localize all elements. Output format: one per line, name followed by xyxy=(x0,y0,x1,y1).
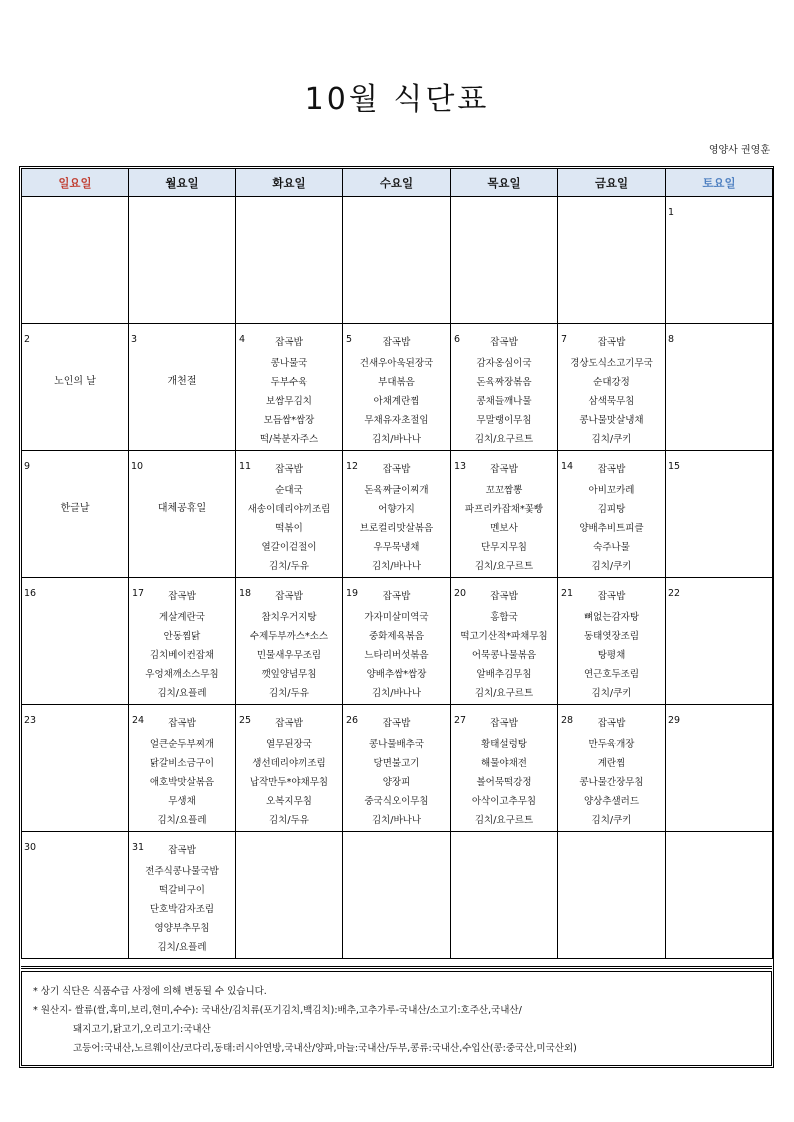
meal-items xyxy=(343,608,450,703)
day-cell xyxy=(343,578,451,705)
meal-item: 게살계란국 xyxy=(159,612,205,623)
meal-item: 김치/요구르트 xyxy=(474,434,534,445)
meal-item: 홍합국 xyxy=(490,612,518,623)
meal-items xyxy=(129,735,235,830)
day-number: 28 xyxy=(561,715,574,726)
meal-item: 두부수육 xyxy=(270,377,308,388)
meal-item: 중화제육볶음 xyxy=(368,631,425,642)
day-cell xyxy=(22,324,129,451)
meal-item: 우엉채깨소스무침 xyxy=(145,669,219,680)
meal-items xyxy=(451,735,557,830)
day-number: 9 xyxy=(24,461,31,472)
meal-rice: 잡곡밥 xyxy=(275,718,303,729)
week-row xyxy=(22,705,773,832)
day-number: 20 xyxy=(454,588,467,599)
weekday-header-wednesday: 수요일 xyxy=(343,169,451,197)
meal-item: 열무된장국 xyxy=(266,739,312,750)
day-number: 6 xyxy=(454,334,461,345)
meal-item: 떡볶이 xyxy=(275,523,303,534)
day-number: 7 xyxy=(561,334,568,345)
note-line-3: 돼지고기,닭고기,오리고기:국내산 xyxy=(73,1024,211,1035)
meal-rice: 잡곡밥 xyxy=(168,718,196,729)
week-row xyxy=(22,324,773,451)
meal-item: 뼈없는감자탕 xyxy=(583,612,640,623)
meal-item: 김치/두유 xyxy=(269,561,309,572)
day-number: 27 xyxy=(454,715,467,726)
week-row xyxy=(22,451,773,578)
day-number: 29 xyxy=(668,715,681,726)
meal-item: 동태엿장조림 xyxy=(583,631,640,642)
meal-item: 감자옹심이국 xyxy=(476,358,532,369)
week-row xyxy=(22,197,773,324)
note-line-1: * 상기 식단은 식품수급 사정에 의해 변동될 수 있습니다. xyxy=(33,986,267,997)
meal-item: 양배추쌈*쌈장 xyxy=(366,669,427,680)
meal-item: 알배추김무침 xyxy=(476,669,532,680)
day-cell xyxy=(236,451,343,578)
meal-item: 안동찜닭 xyxy=(163,631,201,642)
weekday-header-sunday: 일요일 xyxy=(22,169,129,197)
meal-item: 볼어묵떡강정 xyxy=(476,777,532,788)
meal-rice: 잡곡밥 xyxy=(275,464,303,475)
week-row xyxy=(22,578,773,705)
meal-item: 브로컬리맛살볶음 xyxy=(359,523,434,534)
meal-rice: 잡곡밥 xyxy=(597,337,626,348)
author-label: 영양사 권영훈 xyxy=(708,145,770,156)
meal-items xyxy=(558,608,665,703)
day-cell xyxy=(666,705,773,832)
day-number: 4 xyxy=(239,334,246,345)
meal-items xyxy=(558,481,665,576)
meal-item: 김치/쿠키 xyxy=(591,561,632,572)
meal-item: 김치/요플레 xyxy=(157,815,207,826)
meal-item: 계란찜 xyxy=(597,758,626,769)
meal-item: 김치/쿠키 xyxy=(591,688,632,699)
meal-items xyxy=(343,354,450,449)
day-cell xyxy=(343,197,451,324)
weekday-header-tuesday: 화요일 xyxy=(236,169,343,197)
meal-item: 꼬꼬짬뽕 xyxy=(485,485,523,496)
meal-items xyxy=(451,608,557,703)
meal-items xyxy=(236,735,342,830)
day-number: 5 xyxy=(346,334,353,345)
day-number: 3 xyxy=(131,334,138,345)
meal-item: 김치/요플레 xyxy=(157,688,207,699)
holiday-label: 노인의 날 xyxy=(54,376,96,387)
day-cell xyxy=(451,578,558,705)
meal-item: 우무묵냉채 xyxy=(373,542,420,553)
day-number: 11 xyxy=(239,461,252,472)
meal-item: 숙주나물 xyxy=(593,542,630,553)
meal-rice: 잡곡밥 xyxy=(168,845,196,856)
day-number: 19 xyxy=(346,588,359,599)
meal-item: 김치베이컨잡채 xyxy=(149,650,215,661)
meal-item: 멘보사 xyxy=(490,523,518,534)
meal-rice: 잡곡밥 xyxy=(275,591,303,602)
meal-item: 단무지무침 xyxy=(481,542,527,553)
meal-rice: 잡곡밥 xyxy=(382,337,411,348)
day-number: 2 xyxy=(24,334,31,345)
meal-rice: 잡곡밥 xyxy=(168,591,196,602)
meal-item: 참치우거지탕 xyxy=(261,612,317,623)
meal-item: 돈육짜글이찌개 xyxy=(364,485,429,496)
day-number: 16 xyxy=(24,588,37,599)
day-cell xyxy=(451,832,558,959)
meal-item: 당면불고기 xyxy=(373,758,420,769)
meal-item: 오복지무침 xyxy=(266,796,312,807)
day-cell xyxy=(236,705,343,832)
meal-item: 닭갈비소금구이 xyxy=(149,758,215,769)
meal-item: 콩나물간장무침 xyxy=(579,777,644,788)
day-cell xyxy=(22,451,129,578)
day-cell xyxy=(343,832,451,959)
day-number: 23 xyxy=(24,715,37,726)
day-number: 17 xyxy=(132,588,145,599)
meal-item: 어향가지 xyxy=(378,504,415,515)
meal-item: 김치/바나나 xyxy=(371,561,422,572)
day-cell xyxy=(666,197,773,324)
table-bottom-rule xyxy=(21,966,772,969)
day-number: 21 xyxy=(561,588,574,599)
day-cell xyxy=(558,324,666,451)
meal-items xyxy=(129,862,235,957)
day-cell xyxy=(129,324,236,451)
day-cell xyxy=(558,578,666,705)
day-cell xyxy=(558,705,666,832)
meal-item: 양장피 xyxy=(382,777,411,788)
meal-item: 김치/쿠키 xyxy=(591,815,632,826)
day-number: 10 xyxy=(131,461,144,472)
day-cell xyxy=(129,832,236,959)
meal-item: 김치/두유 xyxy=(269,815,309,826)
meal-rice: 잡곡밥 xyxy=(382,718,411,729)
day-cell xyxy=(666,578,773,705)
meal-item: 양상추샐러드 xyxy=(583,796,640,807)
meal-rice: 잡곡밥 xyxy=(597,591,626,602)
day-cell xyxy=(343,451,451,578)
note-line-2: * 원산지- 쌀류(쌀,흑미,보리,현미,수수): 국내산/김치류(포기김치,백김치):배추,고추가루-국내산/소고기:호주산,국내산/ xyxy=(33,1005,522,1016)
meal-rice: 잡곡밥 xyxy=(490,337,518,348)
meal-item: 순대국 xyxy=(275,485,303,496)
meal-rice: 잡곡밥 xyxy=(490,464,518,475)
meal-items xyxy=(236,354,342,449)
meal-item: 무말랭이무침 xyxy=(476,415,532,426)
meal-item: 새송이데리야끼조림 xyxy=(247,504,331,515)
day-number: 30 xyxy=(24,842,37,853)
meal-item: 김치/요구르트 xyxy=(474,688,534,699)
meal-item: 아채계란찜 xyxy=(373,396,420,407)
meal-item: 황태설렁탕 xyxy=(481,739,527,750)
meal-item: 콩채들깨나물 xyxy=(476,396,532,407)
meal-item: 김치/쿠키 xyxy=(591,434,632,445)
day-number: 18 xyxy=(239,588,252,599)
meal-item: 건새우아욱된장국 xyxy=(359,358,434,369)
day-cell xyxy=(558,197,666,324)
week-row xyxy=(22,832,773,959)
meal-items xyxy=(558,354,665,449)
meal-item: 열갈이겉절이 xyxy=(261,542,317,553)
meal-item: 부대볶음 xyxy=(378,377,415,388)
meal-item: 얼큰순두부찌개 xyxy=(149,739,215,750)
meal-item: 중국식오이무침 xyxy=(364,796,429,807)
weekday-header-friday: 금요일 xyxy=(558,169,666,197)
meal-item: 어묵콩나물볶음 xyxy=(471,650,537,661)
meal-item: 아비꼬카레 xyxy=(588,485,635,496)
meal-items xyxy=(129,608,235,703)
day-cell xyxy=(558,451,666,578)
day-number: 22 xyxy=(668,588,681,599)
meal-item: 김피탕 xyxy=(597,504,626,515)
weekday-header-thursday: 목요일 xyxy=(451,169,558,197)
meal-item: 김치/요구르트 xyxy=(474,815,534,826)
day-cell xyxy=(558,832,666,959)
day-cell xyxy=(22,197,129,324)
note-line-4: 고등어:국내산,노르웨이산/코다리,동태:러시아연방,국내산/양파,마늘:국내산/두부,콩류:국내산,수입산(콩:중국산,미국산외) xyxy=(73,1043,577,1054)
meal-item: 느타리버섯볶음 xyxy=(364,650,429,661)
meal-rice: 잡곡밥 xyxy=(490,591,518,602)
meal-item: 김치/요구르트 xyxy=(474,561,534,572)
day-number: 15 xyxy=(668,461,681,472)
meal-item: 김치/바나나 xyxy=(371,688,422,699)
meal-item: 콩나물맛살냉채 xyxy=(579,415,644,426)
meal-rice: 잡곡밥 xyxy=(490,718,518,729)
meal-item: 파프리카잡채*꽃빵 xyxy=(464,504,544,515)
meal-rice: 잡곡밥 xyxy=(382,591,411,602)
meal-rice: 잡곡밥 xyxy=(597,718,626,729)
meal-item: 떡갈비구이 xyxy=(159,885,205,896)
day-cell xyxy=(666,324,773,451)
meal-item: 모듬쌈*쌈장 xyxy=(263,415,315,426)
meal-item: 전주식콩나물국밥 xyxy=(145,866,219,877)
meal-rice: 잡곡밥 xyxy=(597,464,626,475)
meal-item: 김치/두유 xyxy=(269,688,309,699)
meal-item: 단호박감자조림 xyxy=(149,904,215,915)
notes-box xyxy=(21,971,772,1066)
day-cell xyxy=(666,451,773,578)
meal-item: 만두육개장 xyxy=(588,739,635,750)
day-number: 24 xyxy=(132,715,145,726)
day-cell xyxy=(451,324,558,451)
meal-rice: 잡곡밥 xyxy=(275,337,303,348)
meal-item: 삼색묵무침 xyxy=(588,396,635,407)
day-cell xyxy=(129,705,236,832)
day-number: 25 xyxy=(239,715,252,726)
meal-item: 가자미살미역국 xyxy=(364,612,429,623)
day-cell xyxy=(666,832,773,959)
weekday-header-saturday: 토요일 xyxy=(666,169,773,197)
meal-item: 김치/바나나 xyxy=(371,815,422,826)
meal-item: 민물새우무조림 xyxy=(256,650,322,661)
meal-items xyxy=(451,354,557,449)
day-number: 31 xyxy=(132,842,145,853)
meal-item: 콩나물국 xyxy=(270,358,308,369)
day-cell xyxy=(343,324,451,451)
day-cell xyxy=(22,578,129,705)
meal-item: 양배추비트피클 xyxy=(579,523,644,534)
meal-item: 떡고기산적*파채무침 xyxy=(460,631,548,642)
meal-item: 연근호두조림 xyxy=(583,669,640,680)
day-cell xyxy=(451,451,558,578)
meal-calendar xyxy=(21,168,773,959)
meal-item: 보쌈무김치 xyxy=(266,396,312,407)
day-cell xyxy=(236,578,343,705)
day-number: 1 xyxy=(668,207,675,218)
meal-item: 무채유자초절임 xyxy=(364,415,429,426)
meal-item: 탕평채 xyxy=(597,650,626,661)
meal-item: 경상도식소고기무국 xyxy=(570,358,653,369)
meal-item: 돈육짜장볶음 xyxy=(476,377,532,388)
meal-items xyxy=(558,735,665,830)
day-number: 13 xyxy=(454,461,467,472)
day-number: 26 xyxy=(346,715,359,726)
meal-item: 떡/복분자주스 xyxy=(259,434,319,445)
meal-item: 무생채 xyxy=(168,796,196,807)
meal-items xyxy=(343,735,450,830)
meal-item: 순대강정 xyxy=(593,377,630,388)
holiday-label: 한글날 xyxy=(60,503,90,514)
meal-item: 해물야채전 xyxy=(481,758,527,769)
meal-item: 애호박맛살볶음 xyxy=(149,777,215,788)
day-number: 8 xyxy=(668,334,675,345)
holiday-label: 개천절 xyxy=(167,376,197,387)
meal-items xyxy=(451,481,557,576)
meal-item: 깻잎양념무침 xyxy=(261,669,317,680)
day-number: 12 xyxy=(346,461,359,472)
day-cell xyxy=(343,705,451,832)
meal-rice: 잡곡밥 xyxy=(382,464,411,475)
page-title: 10월 식단표 xyxy=(304,82,490,117)
day-cell xyxy=(236,324,343,451)
meal-item: 콩나물배추국 xyxy=(368,739,425,750)
meal-item: 수제두부까스*소스 xyxy=(249,631,329,642)
day-cell xyxy=(129,578,236,705)
day-cell xyxy=(129,197,236,324)
day-cell xyxy=(236,197,343,324)
meal-items xyxy=(343,481,450,576)
day-cell xyxy=(22,705,129,832)
meal-item: 김치/바나나 xyxy=(371,434,422,445)
day-cell xyxy=(451,705,558,832)
meal-item: 아삭이고추무침 xyxy=(471,796,537,807)
meal-items xyxy=(236,481,342,576)
weekday-header-row xyxy=(22,169,773,197)
meal-item: 생선데리야끼조림 xyxy=(252,758,326,769)
meal-item: 납작만두*야채무침 xyxy=(249,777,329,788)
day-number: 14 xyxy=(561,461,574,472)
day-cell xyxy=(236,832,343,959)
meal-item: 김치/요플레 xyxy=(157,942,207,953)
day-cell xyxy=(451,197,558,324)
holiday-label: 대체공휴일 xyxy=(157,503,207,514)
weekday-header-monday: 월요일 xyxy=(129,169,236,197)
meal-items xyxy=(236,608,342,703)
day-cell xyxy=(129,451,236,578)
day-cell xyxy=(22,832,129,959)
meal-item: 영양부추무침 xyxy=(154,923,210,934)
